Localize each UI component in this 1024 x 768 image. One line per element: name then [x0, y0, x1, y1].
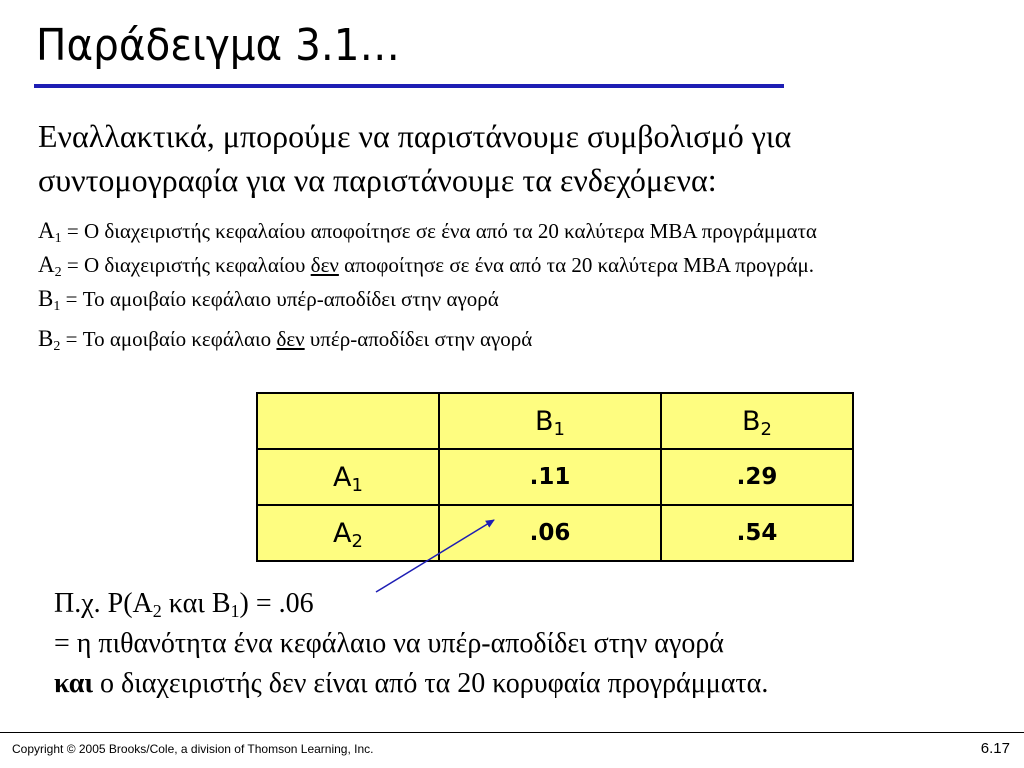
table-cell: .11 — [439, 449, 661, 505]
def-equals: = — [61, 253, 84, 277]
table-row — [257, 505, 853, 561]
def-var: A — [38, 218, 55, 243]
definition-a2 — [38, 252, 814, 278]
table-row-header: $A_2$ — [257, 505, 439, 561]
copyright-notice: Copyright © 2005 Brooks/Cole, a division of Thomson Learning, Inc. — [12, 742, 374, 756]
table-row — [257, 449, 853, 505]
def-var: A — [38, 252, 55, 277]
def-underlined-negation: δεν — [310, 253, 339, 277]
table-row-header: $A_1$ — [257, 449, 439, 505]
emphasis-and: και — [54, 668, 94, 699]
table-col-header: $B_2$ — [661, 393, 853, 449]
def-text: υπέρ-αποδίδει στην αγορά — [304, 327, 533, 351]
page-number: 6.17 — [980, 740, 1010, 757]
table-cell: .54 — [661, 505, 853, 561]
probability-table — [256, 392, 854, 562]
table-col-header: $B_1$ — [439, 393, 661, 449]
example-explanation — [54, 584, 1014, 704]
definition-b1 — [38, 286, 499, 312]
def-sub: 2 — [53, 339, 61, 354]
def-equals: = — [60, 327, 83, 351]
definition-a1 — [38, 218, 817, 244]
intro-text: Εναλλακτικά, μπορούμε να παριστάνουμε συμβολισμό για συντομογραφία για να παριστάνουμε τα ενδεχόμενα: — [38, 118, 792, 198]
table-header-row — [257, 393, 853, 449]
def-sub: 1 — [54, 231, 62, 246]
definition-b2 — [38, 326, 532, 352]
example-line-1: Π.χ. $P(A_2$ και $B_1) = .06$ — [54, 588, 314, 621]
example-line-3: και ο διαχειριστής δεν είναι από τα 20 κορυφαία προγράμματα. — [54, 668, 769, 699]
def-var: B — [38, 286, 54, 311]
def-underlined-negation: δεν — [276, 327, 305, 351]
example-line-2: = η πιθανότητα ένα κεφάλαιο να υπέρ-αποδίδει στην αγορά — [54, 628, 724, 659]
def-var: B — [38, 326, 54, 351]
def-equals: = — [61, 219, 84, 243]
def-text: Το αμοιβαίο κεφάλαιο — [82, 327, 277, 351]
title-underline — [34, 84, 784, 88]
def-sub: 1 — [53, 299, 61, 314]
table-cell: .06 — [439, 505, 661, 561]
table-cell: .29 — [661, 449, 853, 505]
def-text: Το αμοιβαίο κεφάλαιο υπέρ-αποδίδει στην αγορά — [82, 287, 499, 311]
def-equals: = — [60, 287, 83, 311]
footer-divider — [0, 732, 1024, 733]
def-text: αποφοίτησε σε ένα από τα 20 καλύτερα MBA προγράμ. — [338, 253, 814, 277]
slide-title: Παράδειγμα 3.1… — [36, 20, 400, 71]
def-text: Ο διαχειριστής κεφαλαίου — [83, 253, 311, 277]
def-sub: 2 — [54, 265, 62, 280]
def-text: Ο διαχειριστής κεφαλαίου αποφοίτησε σε ένα από τα 20 καλύτερα MBA προγράμματα — [83, 219, 817, 243]
table-corner-cell — [257, 393, 439, 449]
